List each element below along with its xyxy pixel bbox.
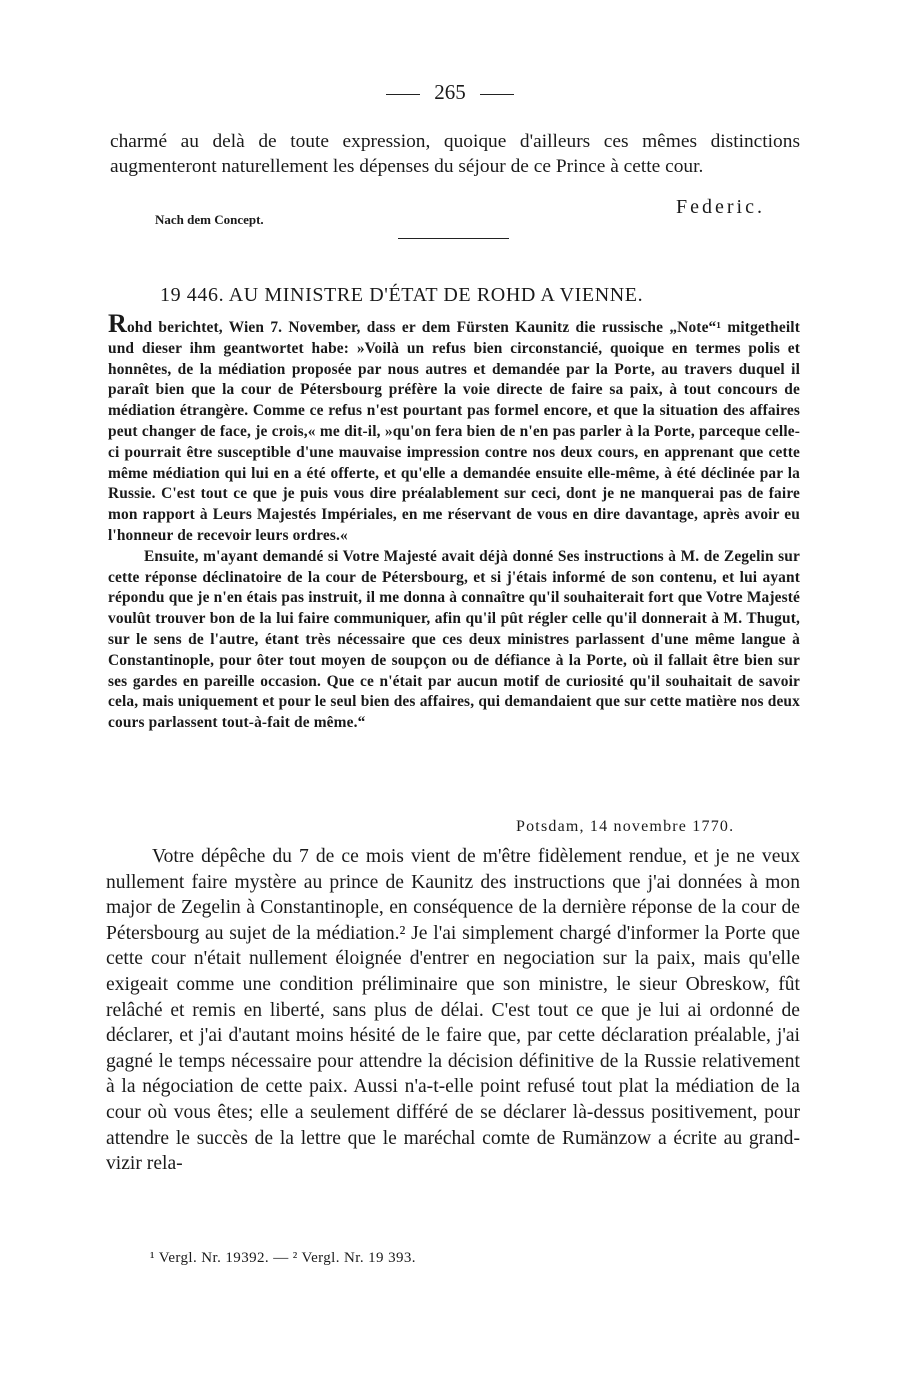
page-number-line xyxy=(0,80,900,105)
letter-body-text: Votre dépêche du 7 de ce mois vient de m'être fidèlement rendue, et je ne veux nullement faire mystère au prince de Kaunitz des instructions que j'ai données à mon major de Zegelin à Constantinople, en conséquence de la dernière réponse de la cour de Pétersbourg au sujet de la médiation.² Je l'ai simplement chargé d'informer la Porte que cette cour n'était nullement éloignée d'entrer en negociation sur la paix, mais qu'elle exigeait comme une condition préliminaire que son ministre, le sieur Obreskow, fût relâché et remis en liberté, sans plus de délai. C'est tout ce que je lui ai ordonné de déclarer, et j'ai d'autant moins hésité de le faire que, par cette déclaration préalable, j'ai gagné le temps nécessaire pour attendre la décision définitive de la Russie relativement à la négociation de cette paix. Aussi n'a-t-elle point refusé tout plat la médiation de la cour où vous êtes; elle a seulement différé de se déclarer là-dessus positivement, pour attendre le succès de la lettre que le maréchal comte de Rumänzow a écrite au grand-vizir rela- xyxy=(106,846,800,1175)
concept-note: Nach dem Concept. xyxy=(155,212,264,227)
continuation-paragraph xyxy=(110,129,800,180)
letter-summary xyxy=(108,309,800,734)
continuation-text: charmé au delà de toute expression, quoique d'ailleurs ces mêmes distinctions augmenteront naturellement les dépenses du séjour de ce Prince à cette cour. xyxy=(110,131,800,178)
page-number: 265 xyxy=(434,80,466,104)
summary-paragraph-2: Ensuite, m'ayant demandé si Votre Majesté avait déjà donné Ses instructions à M. de Zegelin sur cette réponse déclinatoire de la cour de Pétersbourg, et si j'étais informé de son contenu, et lui ayant répondu que je n'en étais pas instruit, il me donna à connaître qu'il souhaiterait fort que Votre Majesté voulût trouver bon de la lui faire communiquer, afin qu'il pût régler celle qu'il donnerait à M. Thugut, sur le sens de l'autre, étant très nécessaire que ces deux ministres parlassent d'une même langue à Constantinople, pour ôter tout moyen de soupçon ou de défiance à la Porte, où il fallait être bien sur ses gardes en pareille occasion. Que ce n'était par aucun motif de curiosité qu'il souhaitait de savoir cela, mais uniquement et pour le seul bien des affaires, qui demandaient que sur cette matière nos deux cours parlassent tout-à-fait de même.“ xyxy=(108,547,800,732)
drop-cap: R xyxy=(108,309,127,338)
summary-paragraph-1 xyxy=(108,309,800,547)
page-number-dash-left xyxy=(386,94,420,95)
summary-paragraph-1-text: ohd berichtet, Wien 7. November, dass er dem Fürsten Kaunitz die russische „Note“¹ mitgetheilt und dieser ihm geantwortet habe: »Voilà un refus bien circonstancié, quoique en termes polis et honnêtes, de la médiation proposée par nous autres et demandée par la Porte, au travers duquel il paraît bien que la cour de Pétersbourg préfère la voie directe de faire sa paix, à tout concours de médiation étrangère. Comme ce refus n'est pourtant pas formel encore, et que la situation des affaires peut changer de face, je crois,« me dit-il, »qu'on fera bien de n'en pas parler à la Porte, parceque celle-ci pourrait être susceptible d'une mauvaise impression contre nos deux cours, en apprenant que cette même médiation qui lui en a été offerte, et qu'elle a demandée ensuite elle-même, à été déclinée par la Russie. C'est tout ce que je puis vous dire préalablement sur ceci, dont je ne manquerai pas de faire mon rapport à Leurs Majestés Impériales, en me réservant de vous en dire davantage, après avoir eu l'honneur de recevoir leurs ordres.« xyxy=(108,319,800,544)
letter-heading: 19 446. AU MINISTRE D'ÉTAT DE ROHD A VIENNE. xyxy=(160,284,644,306)
signature-federic: Federic. xyxy=(676,196,765,218)
section-divider xyxy=(398,238,509,239)
page-number-dash-right xyxy=(480,94,514,95)
letter-body xyxy=(106,844,800,1177)
footnotes: ¹ Vergl. Nr. 19392. — ² Vergl. Nr. 19 393. xyxy=(150,1250,416,1266)
dateline: Potsdam, 14 novembre 1770. xyxy=(516,818,735,835)
